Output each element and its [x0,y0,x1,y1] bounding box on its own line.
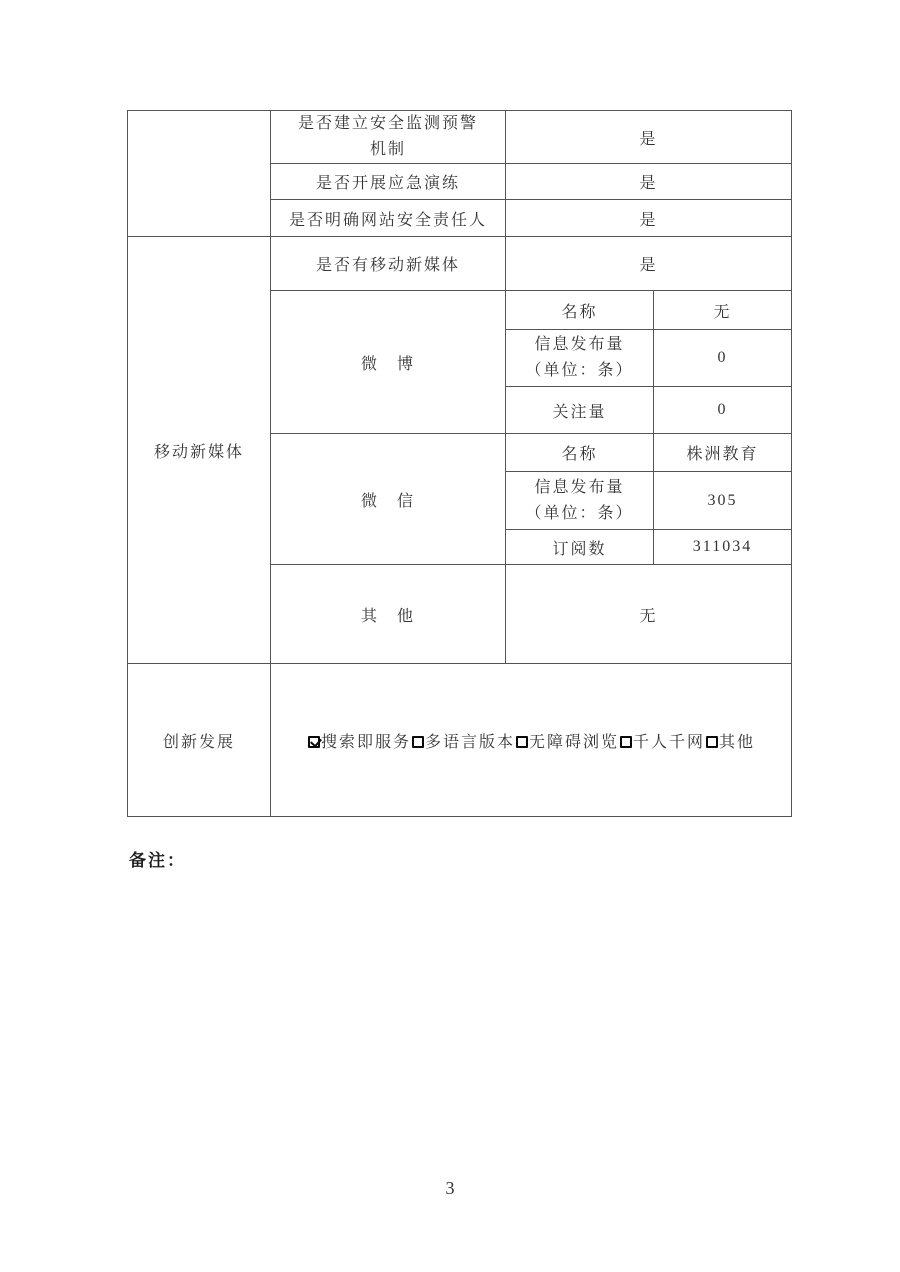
checkbox-unchecked-icon [706,736,718,748]
wechat-category-cell: 微 信 [271,434,506,565]
checkbox-unchecked-icon [412,736,424,748]
checkbox-unchecked-icon [620,736,632,748]
innovation-option-search [307,734,411,751]
weibo-volume-label-line2: （单位：条） [525,362,634,379]
security-responsible-value-cell: 是 [506,200,792,237]
innovation-option-label: 无障碍浏览 [529,733,620,751]
remark-label: 备注： [129,851,186,870]
security-monitor-value-cell: 是 [506,111,792,164]
innovation-option-accessibility [515,734,619,751]
checkbox-checked-icon [308,736,320,748]
page-number: 3 [445,1178,455,1198]
innovation-category-cell: 创新发展 [128,664,271,817]
has-mobile-media-label-cell: 是否有移动新媒体 [271,237,506,291]
weibo-name-label-cell: 名称 [506,291,654,330]
emergency-drill-label-cell: 是否开展应急演练 [271,164,506,200]
security-monitor-label-line1: 是否建立安全监测预警 [297,115,478,132]
weibo-volume-value-cell: 0 [654,330,792,387]
other-media-label-cell: 其 他 [271,565,506,664]
security-monitor-label-cell [271,111,506,164]
innovation-option-multilang [411,734,515,751]
innovation-option-other [705,734,755,751]
weibo-followers-value-cell: 0 [654,387,792,434]
annual-report-table [127,110,792,817]
security-responsible-label-cell: 是否明确网站安全责任人 [271,200,506,237]
security-monitor-label-line2: 机制 [369,141,406,158]
other-media-value-cell: 无 [506,565,792,664]
wechat-subscribers-value-cell: 311034 [654,530,792,565]
wechat-volume-label-line2: （单位：条） [525,504,634,522]
weibo-volume-label-line1: 信息发布量 [534,336,625,353]
weibo-category-cell: 微 博 [271,291,506,434]
innovation-option-label: 多语言版本 [424,733,515,751]
wechat-volume-label-cell [506,472,654,530]
prev-section-category-cell [128,111,271,237]
mobile-media-category-cell: 移动新媒体 [128,237,271,664]
wechat-volume-value-cell: 305 [654,472,792,530]
wechat-subscribers-label-cell: 订阅数 [506,530,654,565]
innovation-option-personalized [619,734,705,751]
innovation-option-label: 其他 [719,733,756,751]
weibo-volume-label-cell [506,330,654,387]
wechat-volume-label-line1: 信息发布量 [534,478,625,496]
checkbox-unchecked-icon [516,736,528,748]
wechat-name-value-cell: 株洲教育 [654,434,792,472]
weibo-followers-label-cell: 关注量 [506,387,654,434]
innovation-options-cell [271,664,792,817]
innovation-option-label: 搜索即服务 [320,733,411,751]
has-mobile-media-value-cell: 是 [506,237,792,291]
weibo-name-value-cell: 无 [654,291,792,330]
innovation-option-label: 千人千网 [633,733,706,751]
wechat-name-label-cell: 名称 [506,434,654,472]
emergency-drill-value-cell: 是 [506,164,792,200]
